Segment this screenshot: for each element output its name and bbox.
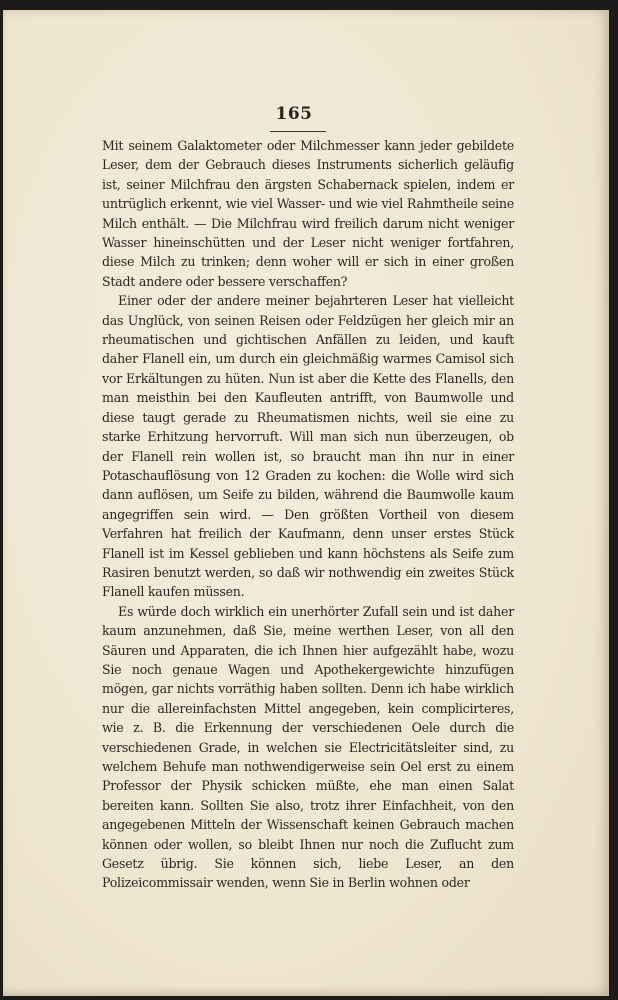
body-text xyxy=(102,136,514,893)
paragraph-galaktometer: Mit seinem Galaktometer oder Milchmesser kann jeder gebildete Leser, dem der Gebrauch dieses Instruments sicherlich geläufig ist, seiner Milchfrau den ärgsten Schabernack spielen, indem er untrüglich erkennt, wie viel Wasser- und wie viel Rahmtheile seine Milch enthält. — Die Milchfrau wird freilich darum nicht weniger Wasser hineinschütten und der Leser nicht weniger fortfahren, diese Milch zu trinken; denn woher will er sich in einer großen Stadt andere oder bessere verschaffen? xyxy=(102,138,514,289)
page-number: 165 xyxy=(275,104,313,124)
book-page xyxy=(3,10,609,996)
page-number-rule xyxy=(270,131,326,132)
paragraph-zufall: Es würde doch wirklich ein unerhörter Zufall sein und ist daher kaum anzunehmen, daß Sie, meine werthen Leser, von all den Säuren und Apparaten, die ich Ihnen hier aufgezählt habe, wozu Sie noch genaue Wagen und Apothekergewichte hinzufügen mögen, gar nichts vorräthig haben sollten. Denn ich habe wirklich nur die allereinfachsten Mittel angegeben, kein complicirteres, wie z. B. die Erkennung der verschiedenen Oele durch die verschiedenen Grade, in welchen sie Electricitätsleiter sind, zu welchem Behufe man nothwendigerweise sein Oel erst zu einem Professor der Physik schicken müßte, ehe man einen Salat bereiten kann. Sollten Sie also, trotz ihrer Einfachheit, von den angegebenen Mitteln der Wissenschaft keinen Gebrauch machen können oder wollen, so bleibt Ihnen nur noch die Zuflucht zum Gesetz übrig. Sie können sich, liebe Leser, an den Polizeicommissair wenden, wenn Sie in Berlin wohnen oder xyxy=(102,603,514,891)
paragraph-flanell: Einer oder der andere meiner bejahrteren Leser hat vielleicht das Unglück, von seinen Reisen oder Feldzügen her gleich mir an rheumatischen und gichtischen Anfällen zu leiden, und kauft daher Flanell ein, um durch ein gleichmäßig warmes Camisol sich vor Erkältungen zu hüten. Nun ist aber die Kette des Flanells, den man meisthin bei den Kaufleuten antrifft, von Baumwolle und diese taugt gerade zu Rheumatismen nichts, weil sie eine zu starke Erhitzung hervorruft. Will man sich nun überzeugen, ob der Flanell rein wollen ist, so braucht man ihn nur in einer Potaschauflösung von 12 Graden zu kochen: die Wolle wird sich dann auflösen, um Seife zu bilden, während die Baumwolle kaum angegriffen sein wird. — Den größten Vortheil von diesem Verfahren hat freilich der Kaufmann, denn unser erstes Stück Flanell ist im Kessel geblieben und kann höchstens als Seife zum Rasiren benutzt werden, so daß wir nothwendig ein zweites Stück Flanell kaufen müssen. xyxy=(102,293,514,600)
